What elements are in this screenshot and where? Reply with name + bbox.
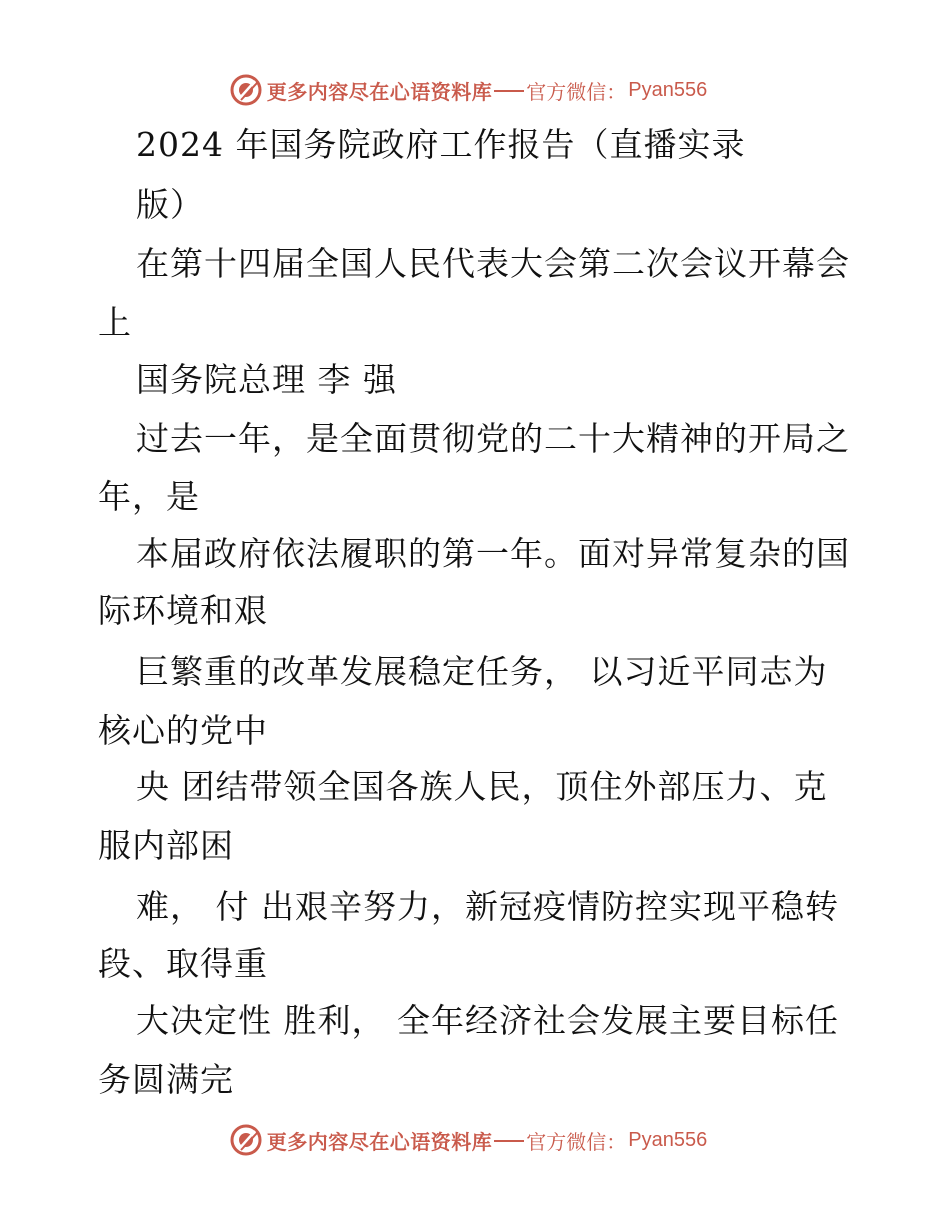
header-watermark bbox=[0, 70, 950, 110]
watermark-wechat-label: 官方微信： bbox=[526, 1129, 627, 1154]
paragraph-line: 务圆满完 bbox=[98, 1060, 234, 1099]
paragraph-line: 年，是 bbox=[98, 477, 200, 516]
watermark-site-text: 更多内容尽在心语资料库 bbox=[266, 79, 493, 104]
paragraph-line: 服内部困 bbox=[98, 826, 234, 865]
paragraph-line: 难， 付 出艰辛努力，新冠疫情防控实现平稳转 bbox=[136, 887, 839, 926]
watermark-dash bbox=[494, 1140, 524, 1142]
watermark-wechat-label: 官方微信： bbox=[526, 79, 627, 104]
red-seal-logo-icon bbox=[229, 1123, 263, 1157]
watermark-wechat-handle: Pyan556 bbox=[628, 1128, 708, 1151]
paragraph-line: 本届政府依法履职的第一年。面对异常复杂的国 bbox=[136, 534, 850, 573]
paragraph-line: 央 团结带领全国各族人民，顶住外部压力、克 bbox=[136, 767, 828, 806]
paragraph-line: 巨繁重的改革发展稳定任务， 以习近平同志为 bbox=[136, 652, 828, 691]
paragraph-line: 核心的党中 bbox=[98, 711, 268, 750]
document-subtitle-line-2: 上 bbox=[98, 303, 132, 342]
watermark-dash bbox=[494, 90, 524, 92]
paragraph-line: 际环境和艰 bbox=[98, 591, 268, 630]
document-subtitle-line-1: 在第十四届全国人民代表大会第二次会议开幕会 bbox=[136, 244, 850, 283]
paragraph-line: 段、取得重 bbox=[98, 944, 268, 983]
paragraph-line: 大决定性 胜利， 全年经济社会发展主要目标任 bbox=[136, 1001, 839, 1040]
document-author-line: 国务院总理 李 强 bbox=[136, 360, 397, 399]
paragraph-line: 过去一年，是全面贯彻党的二十大精神的开局之 bbox=[136, 419, 850, 458]
document-title-line-1: 2024 年国务院政府工作报告（直播实录 bbox=[136, 125, 746, 164]
document-title-line-2: 版） bbox=[136, 185, 204, 224]
watermark-wechat-handle: Pyan556 bbox=[628, 78, 708, 101]
watermark-site-text: 更多内容尽在心语资料库 bbox=[266, 1129, 493, 1154]
red-seal-logo-icon bbox=[229, 73, 263, 107]
footer-watermark bbox=[0, 1120, 950, 1160]
